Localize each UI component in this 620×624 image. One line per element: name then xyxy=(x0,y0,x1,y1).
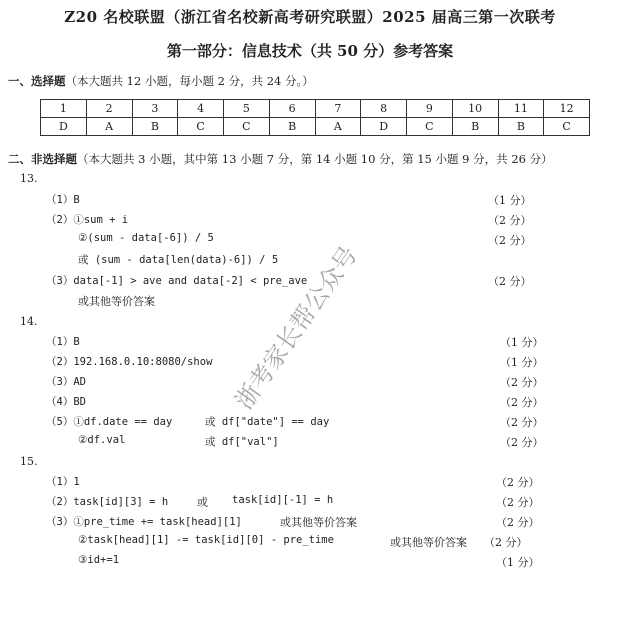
q13-answer-5: （3）data[-1] > ave and data[-2] < pre_ave xyxy=(46,275,308,287)
question-number: 1 xyxy=(41,100,87,118)
q15-answer-4: ②task[head][1] -= task[id][0] - pre_time xyxy=(78,534,334,546)
q15-or: 或 xyxy=(197,496,208,509)
page-title: Z20 名校联盟（浙江省名校新高考研究联盟）2025 届高三第一次联考 xyxy=(64,8,556,26)
answer-cell: A xyxy=(86,118,132,136)
q13-score-5: （2 分） xyxy=(488,275,532,288)
q13-score-3: （2 分） xyxy=(488,234,532,247)
question-number: 2 xyxy=(86,100,132,118)
q13-score-2: （2 分） xyxy=(488,214,532,227)
question-number: 6 xyxy=(269,100,315,118)
question-number: 10 xyxy=(452,100,498,118)
question-number: 12 xyxy=(544,100,590,118)
answer-cell: B xyxy=(132,118,178,136)
answer-cell: C xyxy=(178,118,224,136)
question-number: 5 xyxy=(224,100,270,118)
q13-answer-2: （2）①sum + i xyxy=(46,214,129,226)
q13-answer-6: 或其他等价答案 xyxy=(78,295,155,308)
section2-header xyxy=(8,151,553,167)
q15-answer-1: （1）1 xyxy=(46,476,80,488)
answer-cell: B xyxy=(498,118,544,136)
answer-cell: D xyxy=(41,118,87,136)
q14-score-2: （1 分） xyxy=(500,356,544,369)
q15-answer-2: （2）task[id][3] = h xyxy=(46,496,169,508)
answer-cell: D xyxy=(361,118,407,136)
answer-cell: B xyxy=(452,118,498,136)
q15-answer-5: ③id+=1 xyxy=(78,554,120,566)
section1-note: （本大题共 12 小题，每小题 2 分，共 24 分。） xyxy=(65,74,314,88)
q15-score-2: （2 分） xyxy=(496,496,540,509)
section2-heading: 二、非选择题 xyxy=(8,152,77,166)
q15-answer-3: （3）①pre_time += task[head][1] xyxy=(46,516,242,528)
q13-answer-4: 或 (sum - data[len(data)-6]) / 5 xyxy=(78,254,279,266)
q14-answer-5-alt: 或 df["date"] == day xyxy=(205,416,330,428)
question-number: 8 xyxy=(361,100,407,118)
answer-cell: C xyxy=(224,118,270,136)
q14-score-4: （2 分） xyxy=(500,396,544,409)
q15-score-1: （2 分） xyxy=(496,476,540,489)
q14-answer-1: （1）B xyxy=(46,336,80,348)
q14-answer-2: （2）192.168.0.10:8080/show xyxy=(46,356,213,368)
answer-cell: C xyxy=(407,118,453,136)
q14-score-6: （2 分） xyxy=(500,436,544,449)
answer-table xyxy=(40,99,590,136)
answer-cell: A xyxy=(315,118,361,136)
section2-note: （本大题共 3 小题，其中第 13 小题 7 分，第 14 小题 10 分，第 15 小题 9 分，共 26 分） xyxy=(77,152,553,166)
watermark: 浙考家长帮公众号 xyxy=(229,241,363,415)
q15-answer-3-alt: 或其他等价答案 xyxy=(280,516,357,529)
question-number: 9 xyxy=(407,100,453,118)
question-number: 4 xyxy=(178,100,224,118)
question-number: 11 xyxy=(498,100,544,118)
q14-answer-6-alt: 或 df["val"] xyxy=(205,436,279,448)
section1-heading: 一、选择题 xyxy=(8,74,66,88)
answer-cell: C xyxy=(544,118,590,136)
q13-answer-1: （1）B xyxy=(46,194,80,206)
q15-score-4: （2 分） xyxy=(484,536,528,549)
page-subtitle: 第一部分：信息技术（共 50 分）参考答案 xyxy=(166,42,454,60)
answer-key-row xyxy=(41,118,590,136)
q14-score-5: （2 分） xyxy=(500,416,544,429)
question-number: 3 xyxy=(132,100,178,118)
answer-number-row xyxy=(41,100,590,118)
question-number: 7 xyxy=(315,100,361,118)
section1-header xyxy=(8,73,314,89)
q14-score-3: （2 分） xyxy=(500,376,544,389)
q14-answer-3: （3）AD xyxy=(46,376,86,388)
q14-answer-4: （4）BD xyxy=(46,396,86,408)
answer-cell: B xyxy=(269,118,315,136)
q14-answer-6: ②df.val xyxy=(78,434,126,446)
q14-score-1: （1 分） xyxy=(500,336,544,349)
q14-answer-5: （5）①df.date == day xyxy=(46,416,173,428)
q15-answer-2-alt: task[id][-1] = h xyxy=(232,494,334,506)
q15-score-3: （2 分） xyxy=(496,516,540,529)
q13-score-1: （1 分） xyxy=(488,194,532,207)
q15-score-5: （1 分） xyxy=(496,556,540,569)
q13-answer-3: ②(sum - data[-6]) / 5 xyxy=(78,232,214,244)
q14-label: 14. xyxy=(20,315,38,328)
q13-label: 13. xyxy=(20,172,38,185)
q15-answer-4-alt: 或其他等价答案 xyxy=(390,536,467,549)
q15-label: 15. xyxy=(20,455,38,468)
